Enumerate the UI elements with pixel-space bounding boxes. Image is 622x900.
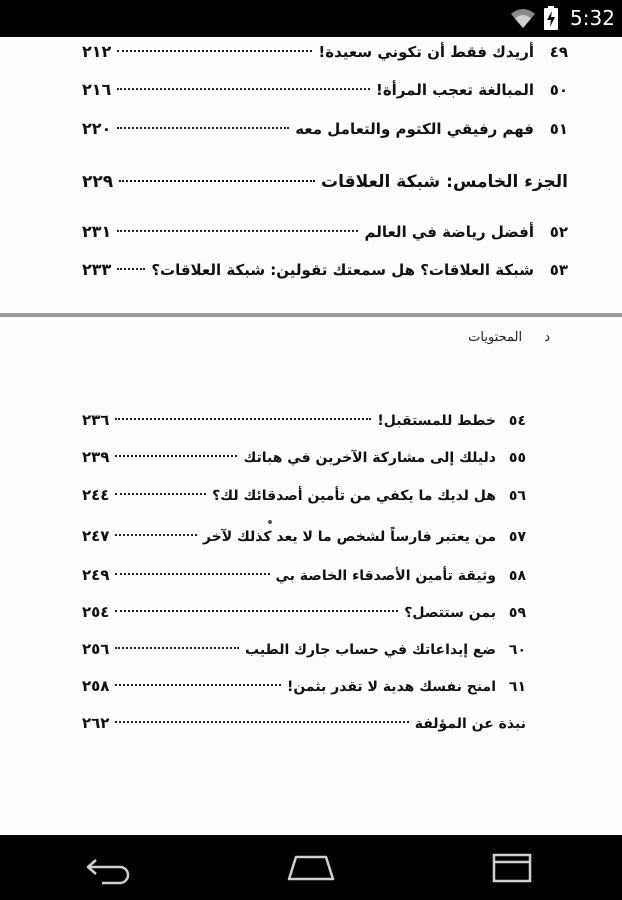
toc-entry-page: ٢٤٩: [82, 566, 110, 584]
dot-leader: [115, 647, 239, 649]
dot-leader: [117, 127, 289, 129]
toc-entry-title: أفضل رياضة في العالم: [364, 223, 534, 241]
toc-entry[interactable]: [82, 448, 526, 466]
toc-entry-number: ٦٠: [508, 642, 526, 658]
status-bar: [0, 0, 622, 37]
dot-leader: [115, 573, 269, 575]
scan-speck: [268, 520, 272, 524]
toc-part-heading[interactable]: [82, 172, 568, 192]
toc-entry-page: ٢٣٣: [82, 260, 112, 279]
toc-entry[interactable]: [82, 603, 526, 621]
toc-entry[interactable]: [82, 260, 568, 279]
toc-entry-title: ضع إيداعاتك في حساب جارك الطيب: [245, 642, 496, 658]
toc-entry-title: بمن ستتصل؟: [404, 605, 496, 621]
toc-entry-title: وثيقة تأمين الأصدقاء الخاصة بي: [275, 568, 496, 584]
toc-entry-number: ٥٥: [508, 450, 526, 466]
toc-entry-number: ٥١: [549, 120, 568, 138]
dot-leader: [115, 534, 196, 536]
toc-entry-page: ٢٦٢: [82, 714, 110, 732]
part-title: شبكة العلاقات: [321, 172, 441, 192]
toc-entry-number: ٤٩: [549, 43, 568, 61]
toc-entry[interactable]: [82, 80, 568, 99]
toc-entry-number: ٥٣: [549, 261, 568, 279]
toc-entry-title: شبكة العلاقات؟ هل سمعتك تقولين: شبكة العلاقات؟: [151, 261, 534, 279]
toc-entry-page: ٢٥٦: [82, 640, 110, 658]
toc-entry-page: ٢٥٤: [82, 603, 110, 621]
toc-entry-title: المبالغة تعجب المرأة!: [375, 81, 534, 99]
toc-entry[interactable]: [82, 527, 526, 545]
toc-entry[interactable]: [82, 411, 526, 429]
toc-entry-page: ٢٣٦: [82, 411, 110, 429]
toc-entry-number: ٥٠: [549, 81, 568, 99]
toc-entry-number: ٥٩: [508, 605, 526, 621]
toc-entry-number: ٥٧: [508, 529, 526, 545]
toc-entry-number: ٥٦: [508, 488, 526, 504]
toc-entry-page: ٢١٦: [82, 80, 112, 99]
toc-entry-title: امنح نفسك هدية لا تقدر بثمن!: [286, 679, 496, 695]
dot-leader: [115, 493, 206, 495]
toc-entry[interactable]: [82, 677, 526, 695]
toc-entry-page: ٢٥٨: [82, 677, 110, 695]
toc-entry-title: فهم رفيقي الكتوم والتعامل معه: [295, 120, 534, 138]
running-header-title: المحتويات: [468, 330, 523, 345]
navigation-bar: [0, 835, 622, 900]
running-header: [468, 330, 550, 345]
dot-leader: [115, 721, 408, 723]
toc-entry[interactable]: [82, 486, 526, 504]
toc-entry[interactable]: [82, 119, 568, 138]
toc-entry-title: نبذة عن المؤلفة: [414, 716, 526, 732]
part-label: الجزء الخامس:: [446, 172, 568, 192]
back-icon[interactable]: [84, 851, 134, 885]
toc-entry-number: ٥٢: [549, 223, 568, 241]
toc-entry[interactable]: [82, 566, 526, 584]
status-time: 5:32: [570, 6, 615, 30]
dot-leader: [117, 88, 370, 90]
wifi-icon: [510, 7, 536, 29]
dot-leader: [115, 610, 398, 612]
toc-entry-about-author[interactable]: [82, 714, 526, 732]
part-page: ٢٢٩: [82, 172, 114, 192]
dot-leader: [115, 418, 371, 420]
toc-entry-page: ٢٢٠: [82, 119, 112, 138]
toc-entry-number: ٥٤: [508, 413, 526, 429]
battery-charging-icon: [544, 6, 558, 30]
page-letter: د: [544, 330, 550, 345]
toc-entry-page: ٢٣١: [82, 222, 112, 241]
toc-entry-title: هل لديك ما يكفي من تأمين أصدقائك لك؟: [212, 488, 496, 504]
toc-entry-title: دليلك إلى مشاركة الآخرين في هباتك: [243, 450, 496, 466]
dot-leader: [115, 455, 237, 457]
toc-entry-page: ٢٤٧: [82, 527, 110, 545]
toc-entry-title: أريدك فقط أن تكوني سعيدة!: [318, 43, 534, 61]
toc-entry-page: ٢٣٩: [82, 448, 110, 466]
dot-leader: [119, 180, 315, 182]
toc-entry[interactable]: [82, 42, 568, 61]
home-icon[interactable]: [286, 851, 336, 885]
toc-entry[interactable]: [82, 640, 526, 658]
toc-entry-number: ٦١: [508, 679, 526, 695]
recents-icon[interactable]: [488, 851, 538, 885]
toc-entry-page: ٢٤٤: [82, 486, 110, 504]
dot-leader: [117, 230, 358, 232]
toc-entry-title: خطط للمستقبل!: [377, 413, 496, 429]
toc-entry-title: من يعتبر فارساً لشخص ما لا يعد كذلك لآخر: [202, 529, 496, 545]
toc-entry[interactable]: [82, 222, 568, 241]
toc-entry-number: ٥٨: [508, 568, 526, 584]
dot-leader: [115, 684, 280, 686]
dot-leader: [117, 50, 312, 52]
dot-leader: [117, 268, 145, 270]
toc-entry-page: ٢١٢: [82, 42, 112, 61]
book-page-previous[interactable]: [0, 37, 622, 313]
